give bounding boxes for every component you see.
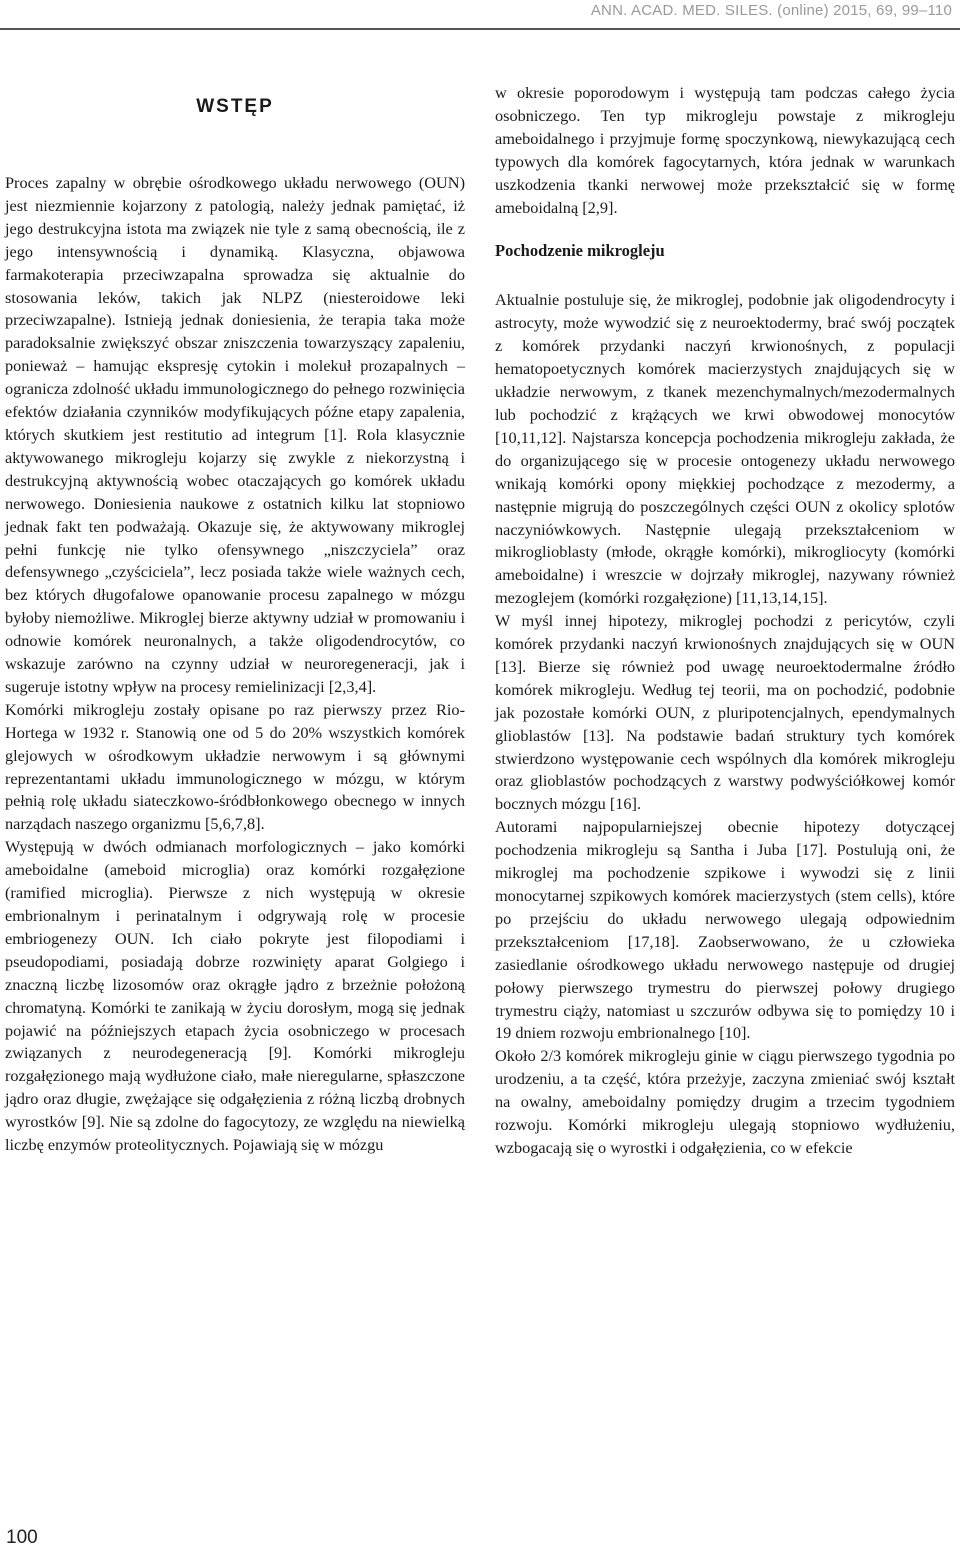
right-column: [495, 82, 955, 1160]
paragraph: Występują w dwóch odmianach morfologicznych – jako komórki ameboidalne (ameboid microglia) oraz komórki rozgałęzione (ramified microglia). Pierwsze z nich występują w okresie embrionalnym i perinatalnym i odgrywają rolę w procesie embriogenezy OUN. Ich ciało pokryte jest filopodiami i pseudopodiami, posiadają dobrze rozwinięty aparat Golgiego i znaczną liczbę lizosomów oraz okrągłe jądro z brzeżnie położoną chromatyną. Komórki te zanikają w życiu dorosłym, mogą się jednak pojawić na późniejszych etapach życia osobniczego w procesach związanych z neurodegeneracją [9]. Komórki mikrogleju rozgałęzionego mają wydłużone ciało, małe nieregularne, spłaszczone jądro oraz długie, zwężające się odgałęzienia z różną liczbą drobnych wyrostków [9]. Nie są zdolne do fagocytozy, ze względu na niewielką liczbę enzymów proteolitycznych. Pojawiają się w mózgu: [5, 837, 465, 1155]
left-column: [5, 82, 465, 1157]
paragraph: Proces zapalny w obrębie ośrodkowego układu nerwowego (OUN) jest niezmiennie kojarzony z patologią, należy jednak pamiętać, iż jego destrukcyjna istota ma związek nie tyle z samą obecnością, ile z jego intensywnością i dynamiką. Klasyczna, objawowa farmakoterapia przeciwzapalna sprowadza się aktualnie do stosowania leków, takich jak NLPZ (niesteroidowe leki przeciwzapalne). Istnieją jednak doniesienia, że terapia taka może paradoksalnie zwiększyć obszar zniszczenia towarzyszący zapaleniu, ponieważ – hamując ekspresję cytokin i molekuł prozapalnych – ogranicza zdolność układu immunologicznego do pełnego rozwinięcia efektów działania czynników modyfikujących późne etapy zapalenia, których skutkiem jest restitutio ad integrum [1]. Rola klasycznie aktywowanego mikrogleju kojarzy się zwykle z niekorzystną i destrukcyjną aktywnością wobec otaczających go komórek układu nerwowego. Doniesienia naukowe z ostatnich kilku lat stopniowo jednak fakt ten podważają. Okazuje się, że aktywowany mikroglej pełni funkcję nie tylko ofensywnego „niszczyciela” oraz defensywnego „czyściciela”, lecz posiada także wiele ważnych cech, bez których długofalowe opanowanie procesu zapalnego w mózgu byłoby niemożliwe. Mikroglej bierze aktywny udział w promowaniu i odnowie komórek neuronalnych, a także oligodendrocytów, co wskazuje zarówno na czynny udział w neuroregeneracji, jak i sugeruje istotny wpływ na procesy remielinizacji [2,3,4].: [5, 173, 465, 696]
paragraph: W myśl innej hipotezy, mikroglej pochodzi z pericytów, czyli komórek przydanki naczyń krwionośnych znajdujących się w OUN [13]. Bierze się również pod uwagę neuroektodermalne źródło komórek mikrogleju. Według tej teorii, ma on pochodzić, podobnie jak pozostałe komórki OUN, z pluripotencjalnych, ependymalnych glioblastów [13]. Na podstawie badań struktury tych komórek stwierdzono występowanie cech wspólnych dla komórek mikrogleju oraz glioblastów pochodzących z warstwy podwyściółkowej komór bocznych mózgu [16].: [495, 611, 955, 814]
paragraph: Około 2/3 komórek mikrogleju ginie w ciągu pierwszego tygodnia po urodzeniu, a ta część, która przeżyje, zaczyna zmieniać swój kształt na owalny, ameboidalny pomiędzy drugim a trzecim tygodniem rozwoju. Komórki mikrogleju ulegają stopniowo wydłużeniu, wzbogacają się o wyrostki i odgałęzienia, co w efekcie: [495, 1046, 955, 1157]
paragraph: Aktualnie postuluje się, że mikroglej, podobnie jak oligodendrocyty i astrocyty, może wywodzić się z neuroektodermy, brać swój początek z komórek przydanki naczyń krwionośnych, z populacji hematopoetycznych komórek macierzystych znajdujących się w układzie nerwowym, z tkanek mezenchymalnych/mezodermalnych lub pochodzić z krążących we krwi obwodowej monocytów [10,11,12]. Najstarsza koncepcja pochodzenia mikrogleju zakłada, że do organizującego się w procesie ontogenezy układu nerwowego wnikają komórki opony miękkiej pochodzące z mezodermy, a następnie migrują do poszczególnych części OUN z okolicy splotów naczyniówkowych. Następnie ulegają przekształceniom w mikroglioblasty (młode, okrągłe komórki), mikrogliocyty (komórki ameboidalne) i wreszcie w dojrzały mikroglej, nazywany również mezoglejem (komórki rozgałęzione) [11,13,14,15].: [495, 290, 955, 608]
paragraph-continued: w okresie poporodowym i występują tam podczas całego życia osobniczego. Ten typ mikrogleju powstaje z mikrogleju ameboidalnego i przyjmuje formę spoczynkową, niewykazującą cech typowych dla komórek fagocytarnych, która jednak w warunkach uszkodzenia tkanki nerwowej może przekształcić się w formę ameboidalną [2,9].: [495, 83, 955, 217]
header-rule: [0, 28, 960, 30]
subsection-title: Pochodzenie mikrogleju: [495, 241, 665, 261]
section-spacer: [5, 138, 465, 172]
paragraph: Komórki mikrogleju zostały opisane po raz pierwszy przez Rio-Hortega w 1932 r. Stanowią one od 5 do 20% wszystkich komórek glejowych w ośrodkowym układzie nerwowym i są głównymi reprezentantami układu immunologicznego w mózgu, w którym pełnią rolę układu siateczkowo-śródbłonkowego obecnego w innych narządach naszego organizmu [5,6,7,8].: [5, 699, 465, 834]
running-header: ANN. ACAD. MED. SILES. (online) 2015, 69, 99–110: [590, 2, 952, 19]
page-number: 100: [6, 1527, 38, 1548]
section-title: WSTĘP: [196, 96, 274, 117]
paragraph: Autorami najpopularniejszej obecnie hipotezy dotyczącej pochodzenia mikrogleju są Santha i Juba [17]. Postulują oni, że mikroglej ma pochodzenie szpikowe i wywodzi się z linii monocytarnej szpikowych komórek macierzystych (stem cells), które po przejściu do układu nerwowego ulegają odpowiednim przekształceniom [17,18]. Zaobserwowano, że u człowieka zasiedlanie ośrodkowego układu nerwowego następuje od drugiej połowy pierwszego trymestru do pierwszej połowy drugiego trymestru ciąży, natomiast u szczurów odbywa się to pomiędzy 10 i 19 dniem rozwoju embrionalnego [10].: [495, 817, 955, 1043]
